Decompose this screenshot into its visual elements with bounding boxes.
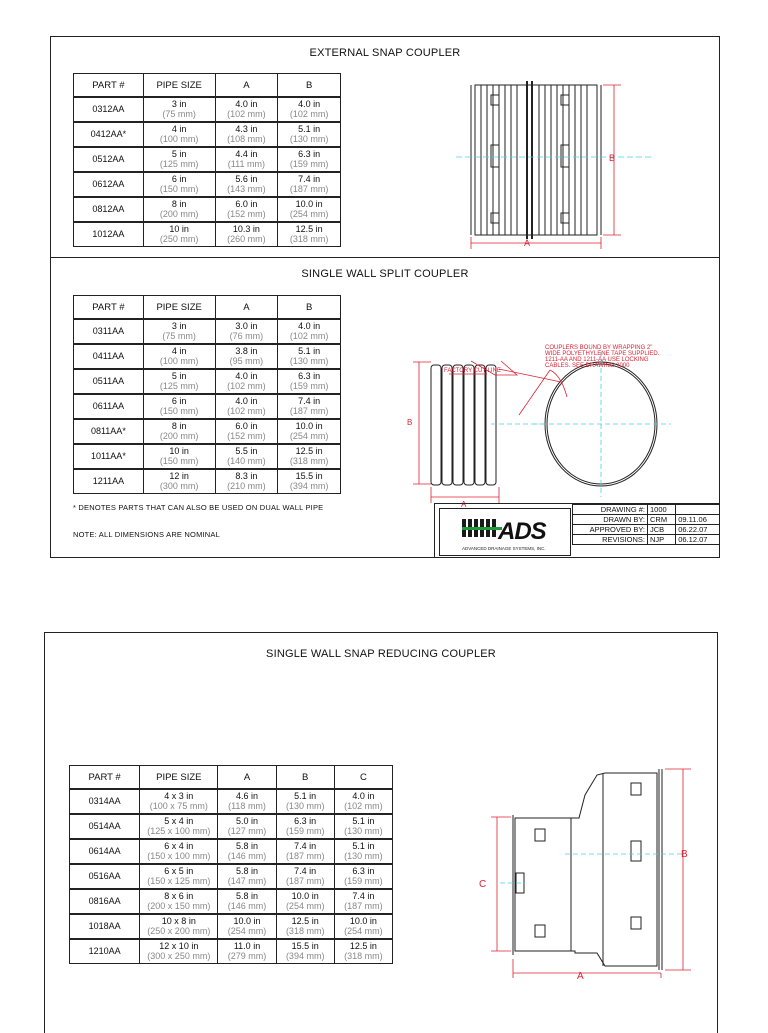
part-number-cell: 0614AA <box>70 839 140 864</box>
value-imperial: 5.5 in <box>235 446 258 456</box>
col-header: B <box>276 766 334 790</box>
value-imperial: 6.3 in <box>352 866 375 876</box>
value-metric: (75 mm) <box>162 108 196 119</box>
value-imperial: 7.4 in <box>294 841 317 851</box>
value-metric: (187 mm) <box>289 405 329 416</box>
title-block <box>434 503 720 558</box>
value-imperial: 5.0 in <box>236 816 259 826</box>
col-header: PIPE SIZE <box>143 296 215 320</box>
value-imperial: 4 x 3 in <box>164 791 194 801</box>
col-header: A <box>218 766 276 790</box>
value-imperial: 6.3 in <box>298 371 321 381</box>
part-number-cell: 0314AA <box>70 789 140 814</box>
value-metric: (318 mm) <box>285 925 325 936</box>
value-imperial: 3 in <box>171 321 187 331</box>
value-imperial: 10.0 in <box>233 916 261 926</box>
revision-row <box>573 535 720 545</box>
value-imperial: 5.1 in <box>352 816 375 826</box>
revision-row <box>573 505 720 515</box>
value-imperial: 8 x 6 in <box>164 891 194 901</box>
value-imperial: 12.5 in <box>295 446 323 456</box>
dim-b-label: B <box>609 153 616 163</box>
value-imperial: 4.0 in <box>235 396 258 406</box>
coupler-slot <box>561 95 569 105</box>
value-imperial: 3.0 in <box>235 321 258 331</box>
value-metric: (125 mm) <box>159 158 199 169</box>
value-metric: (187 mm) <box>344 900 383 911</box>
revision-value: 09.11.06 <box>676 515 720 525</box>
value-metric: (300 x 250 mm) <box>147 950 211 961</box>
dim-a-label: A <box>577 971 584 982</box>
value-imperial: 4.0 in <box>235 371 258 381</box>
part-number-cell: 0512AA <box>74 147 144 172</box>
value-imperial: 12.5 in <box>291 916 319 926</box>
value-imperial: 5.1 in <box>298 346 321 356</box>
value-metric: (147 mm) <box>227 875 267 886</box>
value-metric: (127 mm) <box>227 825 267 836</box>
col-header: B <box>278 74 341 98</box>
value-metric: (250 x 200 mm) <box>147 925 211 936</box>
value-imperial: 8 in <box>171 421 187 431</box>
part-number-cell: 1018AA <box>70 914 140 939</box>
part-number-cell: 0412AA* <box>74 122 144 147</box>
col-header: A <box>215 296 278 320</box>
value-metric: (111 mm) <box>227 158 265 169</box>
value-metric: (102 mm) <box>289 330 329 341</box>
value-imperial: 8.3 in <box>235 471 258 481</box>
value-imperial: 5 x 4 in <box>164 816 194 826</box>
dim-a-label: A <box>524 238 531 248</box>
col-header: PART # <box>70 766 140 790</box>
coupler-slot <box>491 95 499 105</box>
revision-key: DRAWN BY: <box>573 515 648 525</box>
value-metric: (254 mm) <box>285 900 325 911</box>
dim-a-label: A <box>461 500 467 509</box>
value-metric: (102 mm) <box>227 108 266 119</box>
value-metric: (130 mm) <box>344 825 383 836</box>
value-imperial: 5.8 in <box>236 891 259 901</box>
value-imperial: 5.6 in <box>235 174 258 184</box>
value-metric: (279 mm) <box>227 950 267 961</box>
dim-c-label: C <box>479 879 487 890</box>
value-imperial: 5.8 in <box>236 841 259 851</box>
value-imperial: 11.0 in <box>233 941 261 951</box>
value-metric: (125 mm) <box>159 380 199 391</box>
value-imperial: 5.1 in <box>298 124 321 134</box>
logo-subtitle: ADVANCED DRAINAGE SYSTEMS, INC. <box>462 546 546 551</box>
value-imperial: 4 in <box>171 346 187 356</box>
coupler-rib <box>453 365 463 485</box>
value-imperial: 5.1 in <box>352 841 375 851</box>
value-metric: (102 mm) <box>227 380 266 391</box>
value-imperial: 7.4 in <box>298 174 321 184</box>
part-number-cell: 0411AA <box>74 344 144 369</box>
value-metric: (394 mm) <box>289 480 329 491</box>
value-metric: (102 mm) <box>289 108 329 119</box>
binding-note-line: WIDE POLYETHYLENE TAPE SUPPLIED. <box>545 351 660 357</box>
value-imperial: 6 in <box>171 174 187 184</box>
split-coupler-title: SINGLE WALL SPLIT COUPLER <box>301 268 469 280</box>
reducing-coupler-title: SINGLE WALL SNAP REDUCING COUPLER <box>266 648 496 660</box>
coupler-slot <box>491 213 499 223</box>
value-metric: (75 mm) <box>162 330 196 341</box>
value-imperial: 3.8 in <box>235 346 258 356</box>
value-metric: (200 mm) <box>159 430 199 441</box>
dim-b-label: B <box>681 849 688 860</box>
value-metric: (140 mm) <box>227 455 266 466</box>
revision-table <box>572 504 720 545</box>
value-metric: (150 x 125 mm) <box>147 875 211 886</box>
part-number-cell: 0311AA <box>74 319 144 344</box>
value-metric: (300 mm) <box>159 480 199 491</box>
value-imperial: 12.5 in <box>295 224 323 234</box>
value-imperial: 10.3 in <box>232 224 260 234</box>
coupler-rib <box>464 365 474 485</box>
value-metric: (102 mm) <box>344 800 383 811</box>
col-header: PART # <box>74 74 144 98</box>
value-metric: (102 mm) <box>227 405 266 416</box>
nominal-note: NOTE: ALL DIMENSIONS ARE NOMINAL <box>73 530 220 539</box>
value-metric: (100 x 75 mm) <box>149 800 208 811</box>
part-number-cell: 0611AA <box>74 394 144 419</box>
col-header: A <box>215 74 278 98</box>
value-imperial: 4.3 in <box>235 124 258 134</box>
value-metric: (146 mm) <box>227 850 267 861</box>
value-metric: (130 mm) <box>289 355 329 366</box>
ads-logo <box>439 508 571 556</box>
col-header: PIPE SIZE <box>140 766 218 790</box>
value-imperial: 10.0 in <box>295 199 323 209</box>
col-header: PIPE SIZE <box>143 74 215 98</box>
value-metric: (254 mm) <box>289 208 329 219</box>
revision-value: 1000 <box>648 505 676 515</box>
revision-key: REVISIONS: <box>573 535 648 545</box>
binding-note-line: COUPLERS BOUND BY WRAPPING 2" <box>545 345 653 351</box>
revision-value: 06.22.07 <box>676 525 720 535</box>
value-metric: (210 mm) <box>227 480 266 491</box>
value-metric: (200 x 150 mm) <box>147 900 211 911</box>
part-number-cell: 0612AA <box>74 172 144 197</box>
value-metric: (130 mm) <box>285 800 325 811</box>
coupler-rib <box>486 365 496 485</box>
value-imperial: 4.0 in <box>298 99 321 109</box>
value-imperial: 4.0 in <box>298 321 321 331</box>
value-imperial: 15.5 in <box>295 471 323 481</box>
part-number-cell: 0514AA <box>70 814 140 839</box>
value-metric: (187 mm) <box>285 875 325 886</box>
col-header: B <box>278 296 341 320</box>
value-imperial: 6 in <box>171 396 187 406</box>
binding-note-line: 1211-AA AND 1211-AA USE LOCKING <box>545 357 649 363</box>
revision-key: DRAWING #: <box>573 505 648 515</box>
value-metric: (318 mm) <box>289 455 329 466</box>
value-metric: (100 mm) <box>159 355 199 366</box>
value-imperial: 10.0 in <box>295 421 323 431</box>
value-metric: (318 mm) <box>344 950 383 961</box>
part-number-cell: 0312AA <box>74 97 144 122</box>
part-number-cell: 1210AA <box>70 939 140 964</box>
drawing-sheet-2 <box>44 632 718 1033</box>
revision-row <box>573 515 720 525</box>
coupler-slot <box>561 145 569 167</box>
col-header: PART # <box>74 296 144 320</box>
value-imperial: 7.4 in <box>294 866 317 876</box>
value-imperial: 6.3 in <box>294 816 317 826</box>
coupler-rib <box>431 365 441 485</box>
value-metric: (254 mm) <box>227 925 267 936</box>
value-imperial: 10 in <box>169 446 189 456</box>
value-metric: (150 mm) <box>159 405 199 416</box>
value-imperial: 10 x 8 in <box>161 916 196 926</box>
value-imperial: 10.0 in <box>349 916 377 926</box>
value-metric: (125 x 100 mm) <box>147 825 211 836</box>
value-metric: (150 mm) <box>159 455 199 466</box>
value-imperial: 5 in <box>171 371 187 381</box>
revision-value: NJP <box>648 535 676 545</box>
coupler-slot <box>561 213 569 223</box>
part-number-cell: 1211AA <box>74 469 144 494</box>
value-imperial: 12 in <box>169 471 189 481</box>
value-metric: (130 mm) <box>289 133 329 144</box>
value-metric: (200 mm) <box>159 208 199 219</box>
value-metric: (150 x 100 mm) <box>147 850 211 861</box>
value-imperial: 10 in <box>169 224 189 234</box>
external-snap-coupler-title: EXTERNAL SNAP COUPLER <box>309 47 461 59</box>
value-metric: (159 mm) <box>289 380 329 391</box>
value-metric: (150 mm) <box>159 183 199 194</box>
value-imperial: 4.4 in <box>235 149 258 159</box>
value-imperial: 5.8 in <box>236 866 259 876</box>
value-metric: (254 mm) <box>289 430 329 441</box>
value-metric: (146 mm) <box>227 900 267 911</box>
value-metric: (130 mm) <box>344 850 383 861</box>
value-imperial: 6 x 4 in <box>164 841 194 851</box>
revision-key: APPROVED BY: <box>573 525 648 535</box>
part-number-cell: 1012AA <box>74 222 144 247</box>
value-metric: (76 mm) <box>229 330 264 341</box>
part-number-cell: 0511AA <box>74 369 144 394</box>
value-imperial: 3 in <box>171 99 187 109</box>
revision-value <box>676 505 720 515</box>
value-metric: (250 mm) <box>159 233 199 244</box>
value-metric: (95 mm) <box>229 355 264 366</box>
dim-b-label: B <box>407 418 413 427</box>
reducing-coupler-drawing <box>45 633 717 1033</box>
value-metric: (260 mm) <box>227 233 266 244</box>
value-metric: (318 mm) <box>289 233 329 244</box>
part-number-cell: 0812AA <box>74 197 144 222</box>
logo-text: ADS <box>498 518 546 545</box>
revision-row <box>573 525 720 535</box>
value-metric: (159 mm) <box>285 825 325 836</box>
value-imperial: 4 in <box>171 124 187 134</box>
value-metric: (159 mm) <box>289 158 329 169</box>
value-imperial: 6.0 in <box>235 421 258 431</box>
binding-note-line: CABLES. SEE DRAWING 2000 <box>545 363 630 369</box>
value-metric: (152 mm) <box>227 208 266 219</box>
value-imperial: 5 in <box>171 149 187 159</box>
value-metric: (254 mm) <box>344 925 383 936</box>
revision-value: 06.12.07 <box>676 535 720 545</box>
value-imperial: 7.4 in <box>352 891 375 901</box>
value-metric: (143 mm) <box>227 183 266 194</box>
coupler-rib <box>442 365 452 485</box>
value-imperial: 6 x 5 in <box>164 866 194 876</box>
part-number-cell: 1011AA* <box>74 444 144 469</box>
value-metric: (187 mm) <box>285 850 325 861</box>
factory-cut-label: FACTORY CUT LINE <box>444 368 501 374</box>
value-imperial: 6.0 in <box>235 199 258 209</box>
value-metric: (100 mm) <box>159 133 199 144</box>
value-imperial: 12.5 in <box>349 941 377 951</box>
value-imperial: 15.5 in <box>291 941 319 951</box>
asterisk-note: * DENOTES PARTS THAT CAN ALSO BE USED ON DUAL WALL PIPE <box>73 503 324 512</box>
value-imperial: 8 in <box>171 199 187 209</box>
value-metric: (159 mm) <box>344 875 383 886</box>
part-number-cell: 0816AA <box>70 889 140 914</box>
coupler-slot <box>491 145 499 167</box>
value-metric: (108 mm) <box>227 133 266 144</box>
value-imperial: 7.4 in <box>298 396 321 406</box>
value-metric: (187 mm) <box>289 183 329 194</box>
value-imperial: 4.0 in <box>352 791 375 801</box>
value-imperial: 6.3 in <box>298 149 321 159</box>
value-imperial: 4.0 in <box>235 99 258 109</box>
value-metric: (152 mm) <box>227 430 266 441</box>
value-metric: (394 mm) <box>285 950 325 961</box>
drawing-sheet-1 <box>50 36 720 558</box>
value-imperial: 12 x 10 in <box>159 941 199 951</box>
value-imperial: 5.1 in <box>294 791 317 801</box>
value-metric: (118 mm) <box>228 800 266 811</box>
value-imperial: 4.6 in <box>236 791 259 801</box>
value-imperial: 10.0 in <box>291 891 319 901</box>
part-number-cell: 0516AA <box>70 864 140 889</box>
external-coupler-drawing <box>51 37 719 267</box>
coupler-rib <box>475 365 485 485</box>
revision-value: JCB <box>648 525 676 535</box>
revision-value: CRM <box>648 515 676 525</box>
col-header: C <box>334 766 392 790</box>
part-number-cell: 0811AA* <box>74 419 144 444</box>
